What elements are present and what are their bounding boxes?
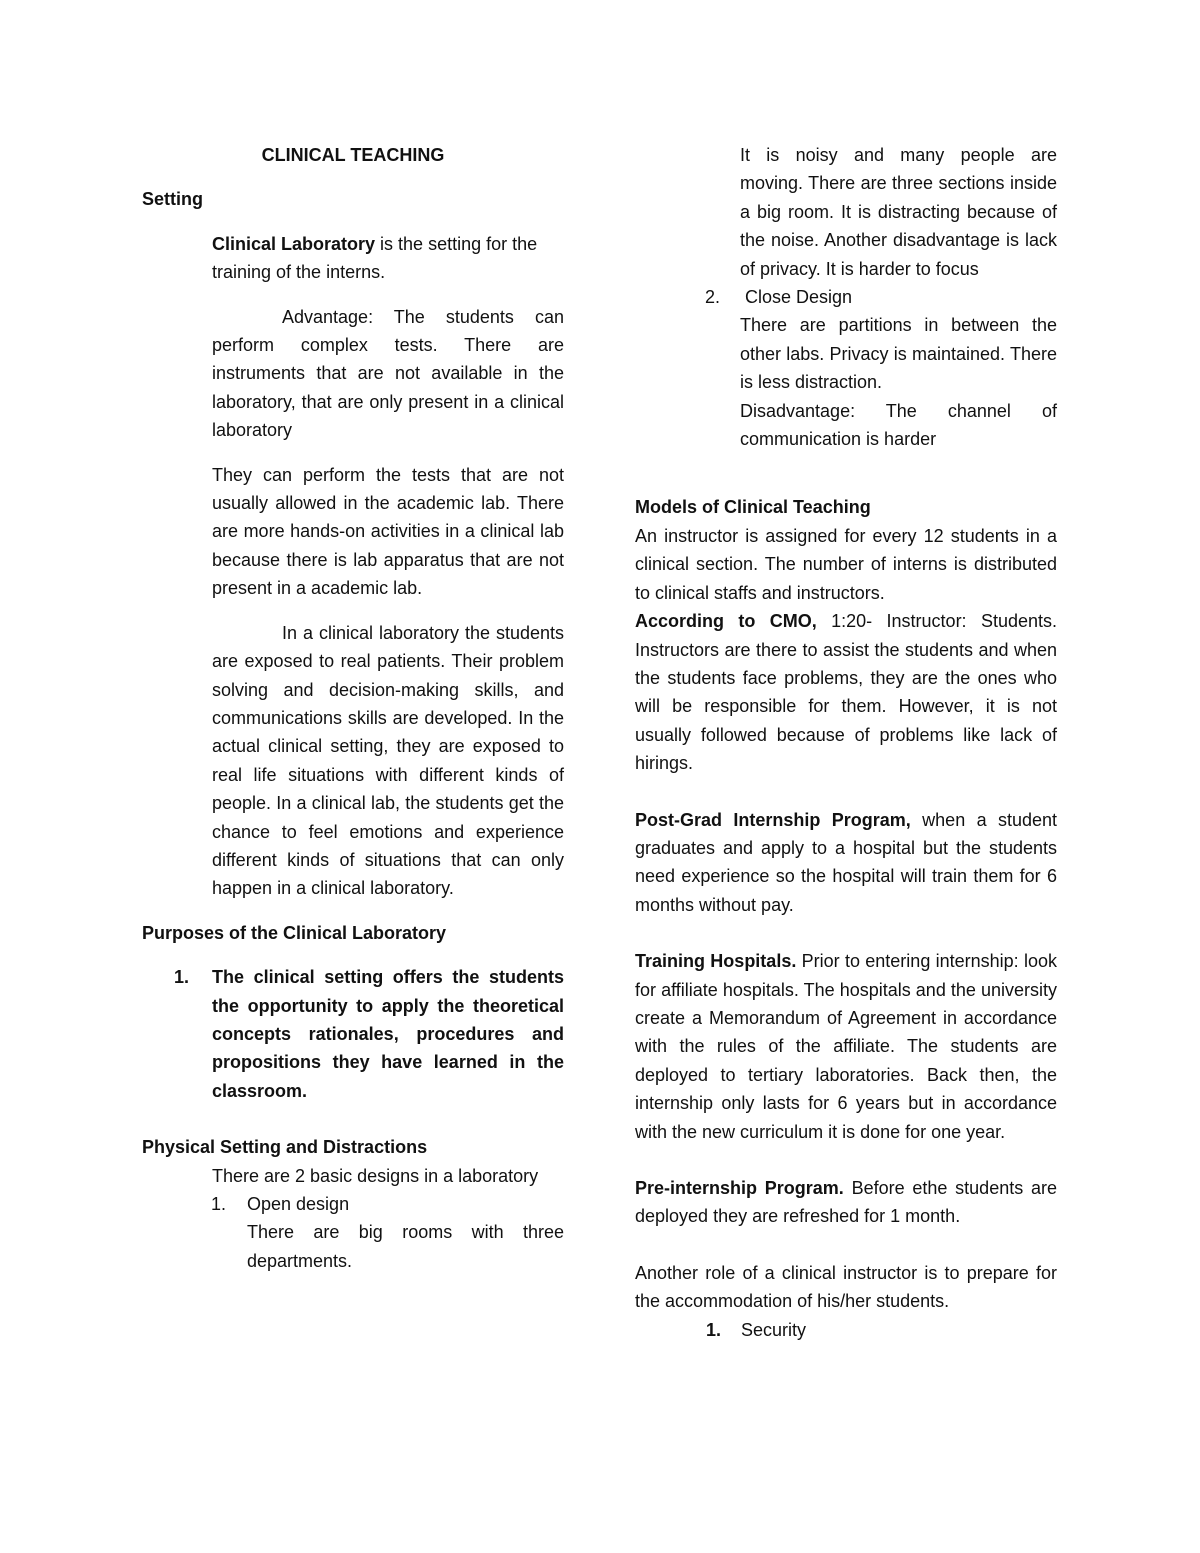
setting-rest: is the setting for the training of the interns. bbox=[212, 233, 538, 283]
cmo-paragraph bbox=[635, 607, 1057, 777]
purpose-text: The clinical setting offers the students the opportunity to apply the theoretical concepts rationales, procedures and propositions they have learned in the classroom. bbox=[212, 967, 564, 1101]
close-design-disadvantage: Disadvantage: The channel of communication is harder bbox=[740, 400, 1057, 450]
training-text: Prior to entering internship: look for affiliate hospitals. The hospitals and the university create a Memorandum of Agreement in accordance with the rules of the affiliate. The students are deployed to tertiary laboratories. Back then, the internship only lasts for 6 years but in accordance with the new curriculum it is done for one year. bbox=[635, 951, 1058, 1142]
physical-intro: There are 2 basic designs in a laboratory bbox=[212, 1165, 539, 1186]
postgrad-text: when a student graduates and apply to a hospital but the students need experience so the hospital will train them for 6 months without pay. bbox=[635, 809, 1058, 915]
training-label: Training Hospitals. bbox=[635, 951, 797, 972]
cmo-label: According to CMO, bbox=[635, 611, 817, 632]
open-design-item bbox=[211, 1190, 564, 1275]
security-item bbox=[706, 1316, 1057, 1344]
close-design-label: Close Design bbox=[745, 287, 853, 308]
close-design-item bbox=[705, 283, 1057, 453]
left-column bbox=[142, 141, 564, 1275]
models-paragraph: An instructor is assigned for every 12 students in a clinical section. The number of interns is distributed to clinical staffs and instructors. bbox=[635, 525, 1057, 603]
perform-paragraph: They can perform the tests that are not usually allowed in the academic lab. There are more hands-on activities in a clinical lab because there is lab apparatus that are not present in a academic lab. bbox=[212, 464, 564, 599]
preintern-label: Pre-internship Program. bbox=[635, 1178, 844, 1198]
purposes-heading: Purposes of the Clinical Laboratory bbox=[142, 922, 447, 943]
training-paragraph bbox=[635, 947, 1057, 1146]
cmo-text: 1:20- Instructor: Students. Instructors are there to assist the students and when the students face problems, they are the ones who will be responsible for them. However, it is not usually followed because of problems like lack of hirings. bbox=[635, 611, 1057, 774]
setting-paragraph bbox=[212, 230, 564, 287]
preintern-paragraph bbox=[635, 1174, 1057, 1231]
advantage-paragraph: Advantage: The students can perform complex tests. There are instruments that are not available in the laboratory, that are only present in a clinical laboratory bbox=[212, 306, 564, 441]
security-label: Security bbox=[741, 1319, 807, 1340]
models-heading: Models of Clinical Teaching bbox=[635, 497, 871, 518]
close-design-text: There are partitions in between the other labs. Privacy is maintained. There is less distraction. bbox=[740, 315, 1057, 393]
security-number: 1. bbox=[706, 1319, 722, 1340]
postgrad-paragraph bbox=[635, 806, 1057, 920]
physical-heading: Physical Setting and Distractions bbox=[142, 1137, 428, 1158]
purpose-item bbox=[174, 963, 564, 1105]
purpose-number: 1. bbox=[174, 967, 190, 988]
open-design-number: 1. bbox=[211, 1194, 227, 1214]
page-title: CLINICAL TEACHING bbox=[261, 145, 445, 165]
setting-term: Clinical Laboratory bbox=[212, 233, 376, 254]
open-design-text: There are big rooms with three departments. bbox=[247, 1222, 564, 1271]
open-design-continued: It is noisy and many people are moving. There are three sections inside a big room. It is distracting because of the noise. Another disadvantage is lack of privacy. It is harder to focus bbox=[740, 145, 1057, 279]
postgrad-label: Post-Grad Internship Program, bbox=[635, 809, 911, 830]
setting-heading: Setting bbox=[142, 189, 203, 210]
preintern-text: Before ethe students are deployed they are refreshed for 1 month. bbox=[635, 1178, 1057, 1227]
right-column bbox=[635, 141, 1057, 1344]
exposed-paragraph: In a clinical laboratory the students are exposed to real patients. Their problem solving and decision-making skills, and communications skills are developed. In the actual clinical setting, they are exposed to real life situations with different kinds of people. In a clinical lab, the students get the chance to feel emotions and experience different kinds of situations that can only happen in a clinical laboratory. bbox=[212, 622, 564, 899]
another-role-paragraph: Another role of a clinical instructor is to prepare for the accommodation of his/her students. bbox=[635, 1262, 1057, 1312]
open-design-label: Open design bbox=[247, 1194, 350, 1214]
close-design-number: 2. bbox=[705, 287, 721, 308]
